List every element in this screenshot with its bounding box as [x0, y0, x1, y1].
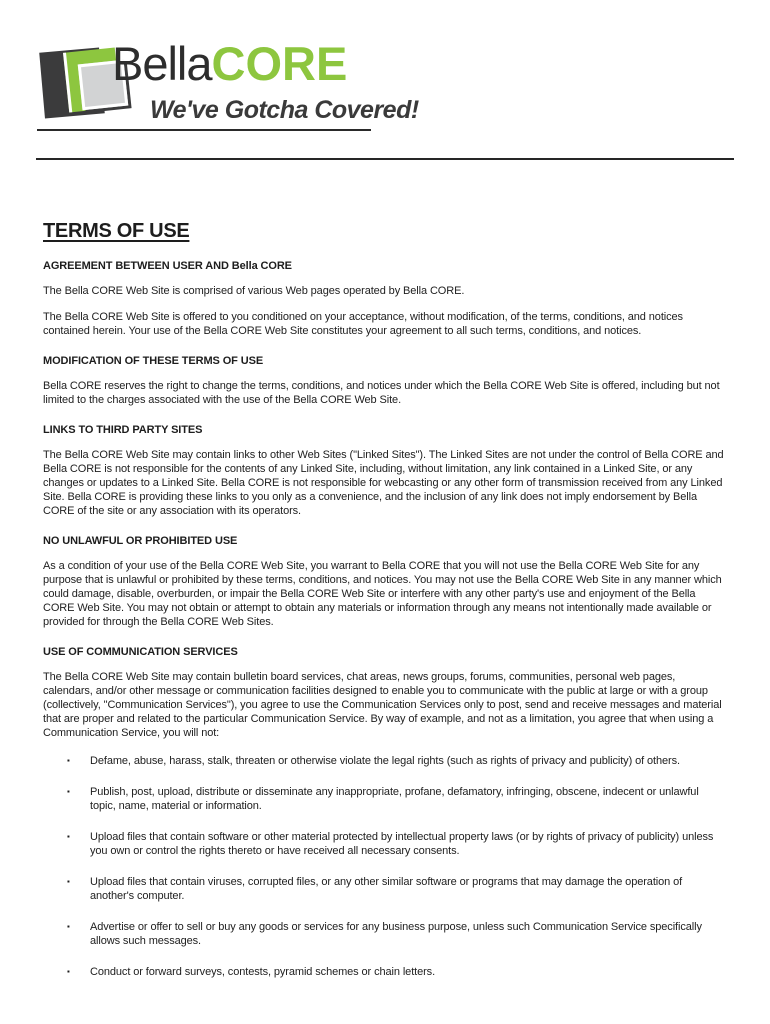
- list-item: [43, 920, 727, 948]
- bullet-list: [43, 754, 727, 979]
- list-item-text: Advertise or offer to sell or buy any goods or services for any business purpose, unless such Communication Service specifically allows such messages.: [90, 921, 702, 947]
- section-heading-communication-services: USE OF COMMUNICATION SERVICES: [43, 646, 238, 658]
- section-heading-unlawful-use: NO UNLAWFUL OR PROHIBITED USE: [43, 535, 238, 547]
- list-item: [43, 830, 727, 858]
- list-item-text: Upload files that contain viruses, corrupted files, or any other similar software or programs that may damage the operation of another's computer.: [90, 876, 683, 902]
- section-heading-agreement: AGREEMENT BETWEEN USER AND Bella CORE: [43, 260, 292, 272]
- list-item: [43, 875, 727, 903]
- list-item-text: Conduct or forward surveys, contests, pyramid schemes or chain letters.: [90, 966, 436, 978]
- brand-name-bella: Bella: [112, 37, 212, 90]
- section-heading-links: LINKS TO THIRD PARTY SITES: [43, 424, 203, 436]
- page-title: TERMS OF USE: [43, 220, 190, 242]
- list-item-text: Defame, abuse, harass, stalk, threaten or otherwise violate the legal rights (such as rights of privacy and publicity) of others.: [90, 755, 680, 767]
- document-content: [0, 180, 770, 996]
- bullet-icon: ▪: [67, 967, 70, 976]
- list-item-text: Publish, post, upload, distribute or disseminate any inappropriate, profane, defamatory, infringing, obscene, indecent or unlawful topic, name, material or information.: [90, 786, 699, 812]
- page-header: [0, 0, 770, 180]
- paragraph: As a condition of your use of the Bella CORE Web Site, you warrant to Bella CORE that you will not use the Bella CORE Web Site for any purpose that is unlawful or prohibited by these terms, conditions, and notices. You may not use the Bella CORE Web Site in any manner which could damage, disable, overburden, or impair the Bella CORE Web Site or interfere with any other party's use and enjoyment of the Bella CORE Web Site. You may not obtain or attempt to obtain any materials or information through any means not intentionally made available or provided for through the Bella CORE Web Sites.: [43, 560, 722, 628]
- brand-tagline: We've Gotcha Covered!: [150, 96, 419, 124]
- bullet-icon: ▪: [67, 787, 70, 796]
- list-item-text: Upload files that contain software or other material protected by intellectual property laws (or by rights of privacy of publicity) unless you own or control the rights thereto or have received all necessary consents.: [90, 831, 714, 857]
- paragraph: The Bella CORE Web Site is comprised of various Web pages operated by Bella CORE.: [43, 285, 465, 297]
- paragraph: Bella CORE reserves the right to change the terms, conditions, and notices under which the Bella CORE Web Site is offered, including but not limited to the charges associated with the use of the Bella CORE Web Site.: [43, 380, 720, 406]
- bullet-icon: ▪: [67, 922, 70, 931]
- tagline-underline: [37, 129, 371, 131]
- header-divider-line: [36, 158, 734, 160]
- bullet-icon: ▪: [67, 832, 70, 841]
- section-heading-modification: MODIFICATION OF THESE TERMS OF USE: [43, 355, 264, 367]
- brand-wordmark: [112, 37, 348, 90]
- list-item: [43, 785, 727, 813]
- brand-name-core: CORE: [211, 37, 348, 90]
- paragraph: The Bella CORE Web Site may contain bulletin board services, chat areas, news groups, forums, communities, personal web pages, calendars, and/or other message or communication facilities designed to enable you to communicate with the public at large or with a group (collectively, "Communication Services"), you agree to use the Communication Services only to post, send and receive messages and material that are proper and related to the particular Communication Service. By way of example, and not as a limitation, you agree that when using a Communication Service, you will not:: [43, 671, 722, 739]
- list-item: [43, 965, 727, 979]
- paragraph: The Bella CORE Web Site may contain links to other Web Sites ("Linked Sites"). The Linked Sites are not under the control of Bella CORE and Bella CORE is not responsible for the contents of any Linked Site, including, without limitation, any link contained in a Linked Site, or any changes or updates to a Linked Site. Bella CORE is not responsible for webcasting or any other form of transmission received from any Linked Site. Bella CORE is providing these links to you only as a convenience, and the inclusion of any link does not imply endorsement by Bella CORE of the site or any association with its operators.: [43, 449, 724, 517]
- bullet-icon: ▪: [67, 877, 70, 886]
- paragraph: The Bella CORE Web Site is offered to you conditioned on your acceptance, without modification, of the terms, conditions, and notices contained herein. Your use of the Bella CORE Web Site constitutes your agreement to all such terms, conditions, and notices.: [43, 311, 683, 337]
- list-item: [43, 754, 727, 768]
- bullet-icon: ▪: [67, 756, 70, 765]
